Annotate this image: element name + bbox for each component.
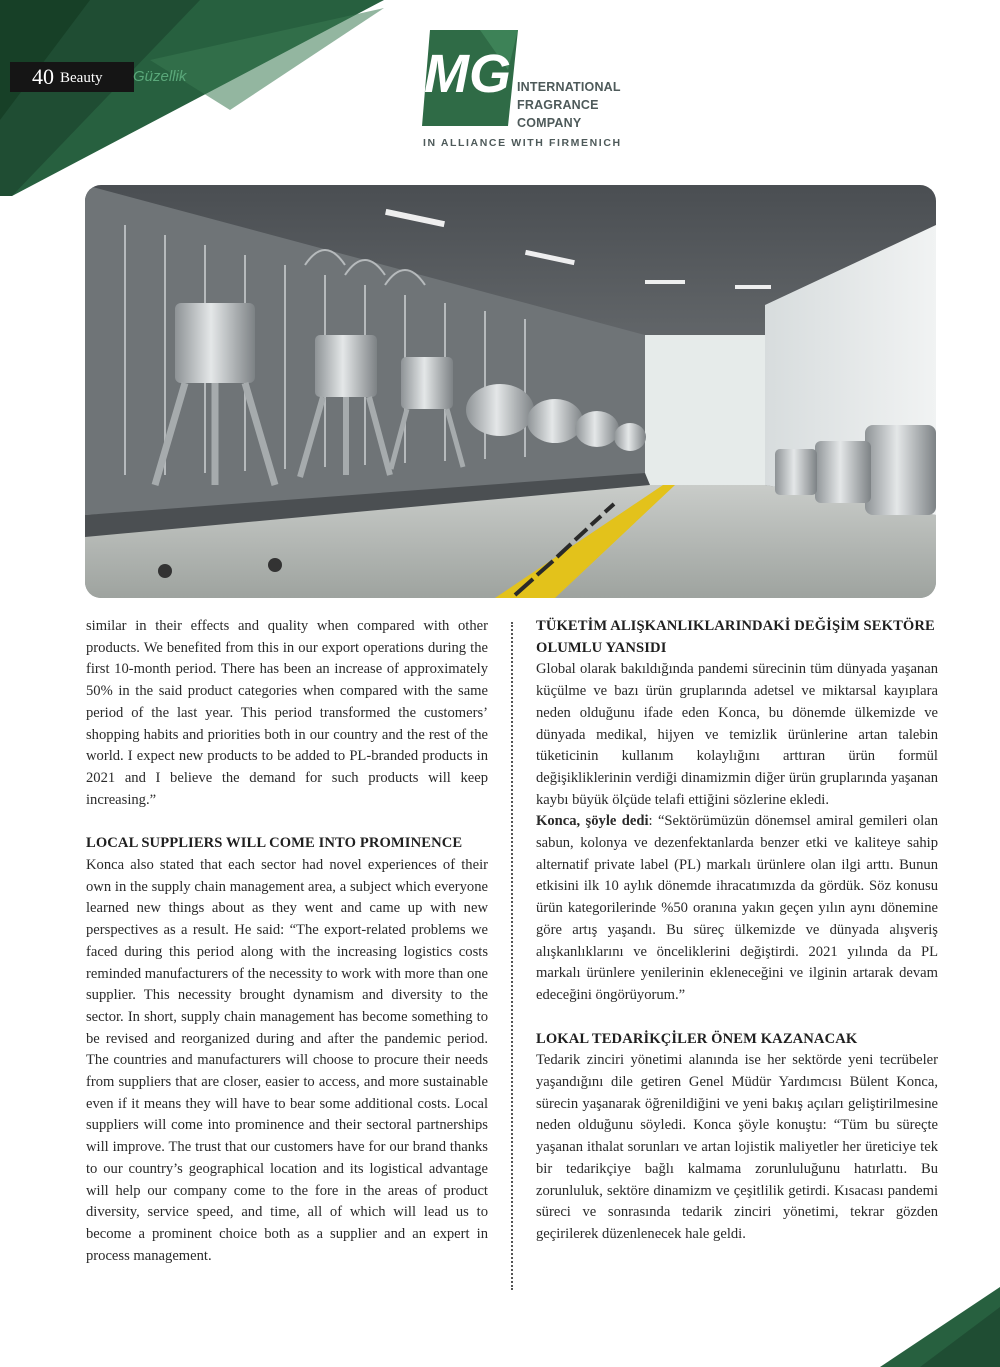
section-label-turkish: Güzellik	[133, 68, 187, 85]
page-tag	[10, 62, 134, 92]
factory-photo	[85, 185, 936, 598]
paragraph: Konca also stated that each sector had novel experiences of their own in the supply chain management area, a subject which everyone learned new things about as they went and came up with new perspectives as a result. He said: “The export-related problems we faced during this period along with the increasing logistics costs reminded manufacturers of the necessity to work with more than one supplier. This necessity brought dynamism and diversity to the sector. In short, supply chain management has become something to be revised and reorganized during and after the pandemic period. The countries and manufacturers will choose to procure their needs from suppliers that are closer, easier to access, and more sustainable even if it means they will have to bear some additional costs. Local suppliers will come into prominence and their sectoral partnerships will improve. The trust that our customers have for our brand thanks to our country’s geographical location and its logistical advantage will help our company come to the fore in the areas of product diversity, service speed, and time, all of which will lead us to become a prominent choice both as a supplier and an expert in process management.	[86, 857, 489, 1264]
paragraph-body: : “Sektörümüzün dönemsel amiral gemileri olan sabun, kolonya ve dezenfektanlarda benzer etki ve kaliteye sahip alternatif private label (PL) markalı ürünlere olan ilgi arttı. Bunun etkisini ilk 10 aylık dönemde ihracatımızda da gördük. Söz konusu ürün kategorilerinde %50 oranına yakın geçen yılın aynı dönemine göre artış yaşandı. Bu süreç ülkemizde ve dünyada alışveriş alışkanlıklarını ve önceliklerini değiştirdi. 2021 yılında da PL markalı ürünlere yenilerinin ekleneceğini ve ilginin artarak devam edeceğini öngörüyorum.”	[536, 813, 938, 1003]
paragraph: similar in their effects and quality when compared with other products. We benefited from this in our export operations during the first 10-month period. There has been an increase of approximately 50% in the said product categories when compared with the same period of the last year. This period transformed the customers’ shopping habits and priorities both in our country and the rest of the world. I expect new products to be added to PL-branded products in 2021 and I believe the demand for such products will keep increasing.”	[86, 618, 488, 808]
page-number: 40	[32, 64, 54, 89]
logo-company-name	[517, 78, 621, 132]
paragraph: Global olarak bakıldığında pandemi sürecinin tüm dünyada yaşanan küçülme ve bazı ürün gruplarında adetsel ve miktarsal kayıplara neden olduğunu ifade eden Konca, bu dönemde ülkemizde ve dünyada medikal, hijyen ve temizlik ürünlerine artan talebin tüketicinin kullanım kolaylığını arttıran ürün formül değişikliklerinin verdiği dinamizmin diğer ürün gruplarında yaşanan kaybı büyük ölçüde telafi ettiğini sözlerine ekledi.	[536, 661, 938, 808]
left-column	[86, 616, 488, 1267]
paragraph-lead: Konca, şöyle dedi	[536, 813, 649, 830]
corner-triangle-decoration	[0, 0, 390, 200]
corner-triangle-decoration-bottom	[880, 1287, 1000, 1367]
right-column	[536, 616, 938, 1246]
column-divider	[511, 622, 513, 1290]
paragraph	[536, 811, 938, 1006]
mg-logo-letters: MG	[424, 44, 511, 104]
logo-line-2: FRAGRANCE	[517, 98, 599, 112]
section-heading: TÜKETİM ALIŞKANLIKLARINDAKİ DEĞİŞİM SEKTÖRE OLUMLU YANSIDI	[536, 618, 935, 656]
section-heading: LOKAL TEDARİKÇİLER ÖNEM KAZANACAK	[536, 1030, 858, 1047]
logo-line-3: COMPANY	[517, 116, 582, 130]
mg-logo-mark	[420, 30, 520, 130]
logo-line-1: INTERNATIONAL	[517, 80, 621, 94]
mg-logo	[420, 30, 630, 155]
logo-tagline: IN ALLIANCE WITH FIRMENICH	[423, 137, 622, 149]
section-label: Beauty	[60, 69, 103, 86]
section-heading: LOCAL SUPPLIERS WILL COME INTO PROMINENCE	[86, 835, 463, 852]
paragraph: Tedarik zinciri yönetimi alanında ise her sektörde yeni tecrübeler yaşandığını dile getiren Genel Müdür Yardımcısı Bülent Konca, sürecin yaşanarak öğrenildiğini ve yeni bakış açıları geliştirilmesine neden olduğunu söyledi. Konca şöyle konuştu: “Tüm bu süreçte yaşanan ithalat sorunları ve artan lojistik maliyetler her üreticiye tek bir tedarikçiye bağlı kalmama zorunluluğunu hatırlattı. Bu zorunluluk, sektöre dinamizm ve çeşitlilik getirdi. Kısacası pandemi süreci ve sonrasında tedarik zinciri yönetimi, tekrar gözden geçirilerek düzenlenecek hale geldi.	[536, 1052, 938, 1242]
